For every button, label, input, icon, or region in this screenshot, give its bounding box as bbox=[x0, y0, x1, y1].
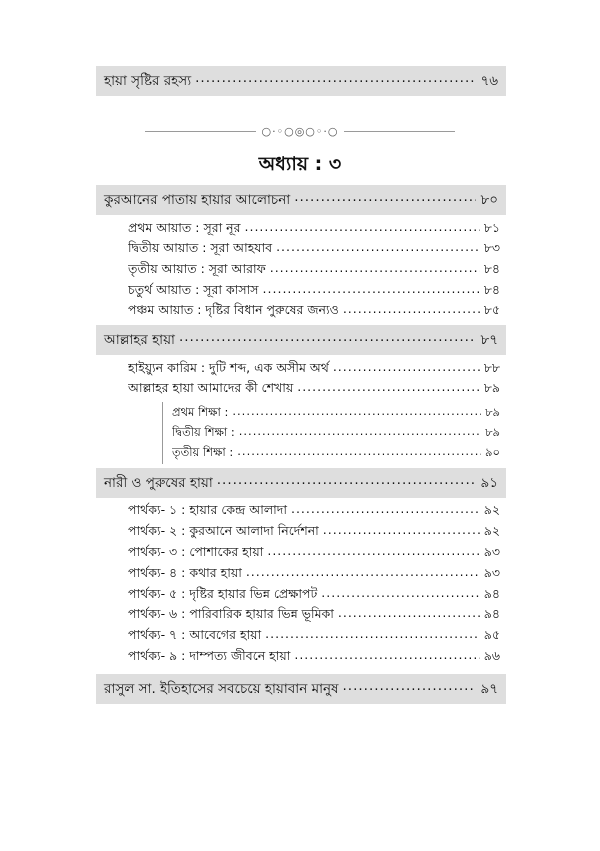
item-page: ৯৪ bbox=[483, 606, 500, 621]
divider-line-right bbox=[344, 131, 455, 132]
dot-leader bbox=[179, 333, 477, 347]
dot-leader bbox=[270, 264, 480, 278]
toc-item[interactable] bbox=[128, 565, 500, 584]
ornament-divider bbox=[145, 124, 455, 138]
toc-item[interactable] bbox=[128, 261, 500, 280]
item-page: ৯৩ bbox=[483, 544, 500, 559]
item-page: ৯২ bbox=[483, 523, 500, 538]
section-page: ৯৭ bbox=[480, 680, 498, 697]
dot-leader bbox=[294, 193, 476, 207]
item-page: ৯৬ bbox=[483, 648, 500, 663]
subitem-title: দ্বিতীয় শিক্ষা : bbox=[172, 425, 235, 439]
item-title: পার্থক্য- ৪ : কথার হায়া bbox=[128, 565, 242, 580]
dot-leader bbox=[291, 505, 480, 519]
section-page: ৯১ bbox=[480, 474, 498, 491]
item-page: ৮৩ bbox=[483, 240, 500, 255]
section-title: কুরআনের পাতায় হায়ার আলোচনা bbox=[104, 191, 291, 208]
item-page: ৮৫ bbox=[483, 302, 500, 317]
item-page: ৯৩ bbox=[483, 565, 500, 580]
item-title: পার্থক্য- ৭ : আবেগের হায়া bbox=[128, 627, 262, 642]
divider-line-left bbox=[145, 131, 256, 132]
toc-section-allahs-haya[interactable] bbox=[96, 325, 506, 355]
item-page: ৯৪ bbox=[483, 586, 500, 601]
item-title: পার্থক্য- ৯ : দাম্পত্য জীবনে হায়া bbox=[128, 648, 291, 663]
dot-leader bbox=[321, 589, 479, 603]
dot-leader bbox=[343, 305, 480, 319]
item-page: ৮১ bbox=[483, 220, 500, 235]
dot-leader bbox=[232, 407, 481, 421]
toc-item[interactable] bbox=[128, 220, 500, 239]
subitem-page: ৮৯ bbox=[485, 405, 500, 419]
toc-section-quran-pages[interactable] bbox=[96, 185, 506, 215]
item-page: ৯২ bbox=[483, 502, 500, 517]
item-title: হাইয়্যুন কারিম : দুটি শব্দ, এক অসীম অর্থ bbox=[128, 360, 329, 375]
dot-leader bbox=[217, 476, 477, 490]
toc-subitem[interactable] bbox=[172, 444, 500, 463]
toc-entry-haya-creation-secret[interactable] bbox=[96, 66, 506, 96]
toc-item[interactable] bbox=[128, 380, 500, 399]
dot-leader bbox=[239, 427, 481, 441]
item-page: ৮৮ bbox=[483, 360, 500, 375]
dot-leader bbox=[265, 630, 480, 644]
toc-subitem[interactable] bbox=[172, 404, 500, 423]
toc-item[interactable] bbox=[128, 360, 500, 379]
subitem-page: ৯০ bbox=[485, 445, 500, 459]
ornament-flourish: ○·◦○◎○◦·○ bbox=[261, 124, 339, 138]
dot-leader bbox=[297, 383, 480, 397]
dot-leader bbox=[338, 609, 480, 623]
item-title: প্রথম আয়াত : সূরা নূর bbox=[128, 220, 241, 235]
toc-item[interactable] bbox=[128, 240, 500, 259]
dot-leader bbox=[294, 651, 479, 665]
subitem-title: প্রথম শিক্ষা : bbox=[172, 405, 229, 419]
section-page: ৮০ bbox=[480, 191, 498, 208]
item-title: চতুর্থ আয়াত : সূরা কাসাস bbox=[128, 282, 259, 297]
toc-item[interactable] bbox=[128, 606, 500, 625]
toc-item[interactable] bbox=[128, 586, 500, 605]
toc-item[interactable] bbox=[128, 302, 500, 321]
item-title: পার্থক্য- ২ : কুরআনে আলাদা নির্দেশনা bbox=[128, 523, 319, 538]
entry-title: হায়া সৃষ্টির রহস্য bbox=[104, 72, 192, 89]
item-title: দ্বিতীয় আয়াত : সূরা আহযাব bbox=[128, 240, 273, 255]
item-page: ৮৪ bbox=[483, 261, 500, 276]
dot-leader bbox=[333, 363, 480, 377]
entry-page: ৭৬ bbox=[480, 72, 498, 89]
toc-subitem[interactable] bbox=[172, 424, 500, 443]
toc-item[interactable] bbox=[128, 648, 500, 667]
section-page: ৮৭ bbox=[480, 331, 498, 348]
dot-leader bbox=[267, 547, 479, 561]
subsection-indent-line bbox=[162, 402, 163, 464]
subitem-title: তৃতীয় শিক্ষা : bbox=[172, 445, 234, 459]
item-page: ৯৫ bbox=[483, 627, 500, 642]
toc-item[interactable] bbox=[128, 627, 500, 646]
section-title: আল্লাহর হায়া bbox=[104, 331, 175, 348]
item-page: ৮৯ bbox=[483, 380, 500, 395]
toc-item[interactable] bbox=[128, 523, 500, 542]
item-page: ৮৪ bbox=[483, 282, 500, 297]
toc-section-men-women-haya[interactable] bbox=[96, 468, 506, 498]
dot-leader bbox=[246, 568, 480, 582]
dot-leader bbox=[263, 285, 480, 299]
toc-item[interactable] bbox=[128, 282, 500, 301]
item-title: পঞ্চম আয়াত : দৃষ্টির বিধান পুরুষের জন্যও bbox=[128, 302, 339, 317]
dot-leader bbox=[276, 243, 480, 257]
dot-leader bbox=[237, 447, 481, 461]
dot-leader bbox=[323, 526, 480, 540]
dot-leader bbox=[195, 74, 476, 88]
item-title: তৃতীয় আয়াত : সূরা আরাফ bbox=[128, 261, 266, 276]
dot-leader bbox=[342, 682, 476, 696]
item-title: পার্থক্য- ৫ : দৃষ্টির হায়ার ভিন্ন প্রেক্ষাপট bbox=[128, 586, 318, 601]
item-title: পার্থক্য- ১ : হায়ার কেন্দ্র আলাদা bbox=[128, 502, 287, 517]
section-title: নারী ও পুরুষের হায়া bbox=[104, 474, 213, 491]
item-title: পার্থক্য- ৩ : পোশাকের হায়া bbox=[128, 544, 264, 559]
item-title: পার্থক্য- ৬ : পারিবারিক হায়ার ভিন্ন ভূমিকা bbox=[128, 606, 334, 621]
toc-item[interactable] bbox=[128, 502, 500, 521]
section-title: রাসুল সা. ইতিহাসের সবচেয়ে হায়াবান মানুষ bbox=[104, 680, 339, 697]
toc-section-prophet-most-modest[interactable] bbox=[96, 674, 506, 704]
toc-item[interactable] bbox=[128, 544, 500, 563]
item-title: আল্লাহর হায়া আমাদের কী শেখায় bbox=[128, 380, 294, 395]
dot-leader bbox=[245, 223, 480, 237]
chapter-heading: অধ্যায় : ৩ bbox=[258, 153, 342, 175]
subitem-page: ৮৯ bbox=[485, 425, 500, 439]
